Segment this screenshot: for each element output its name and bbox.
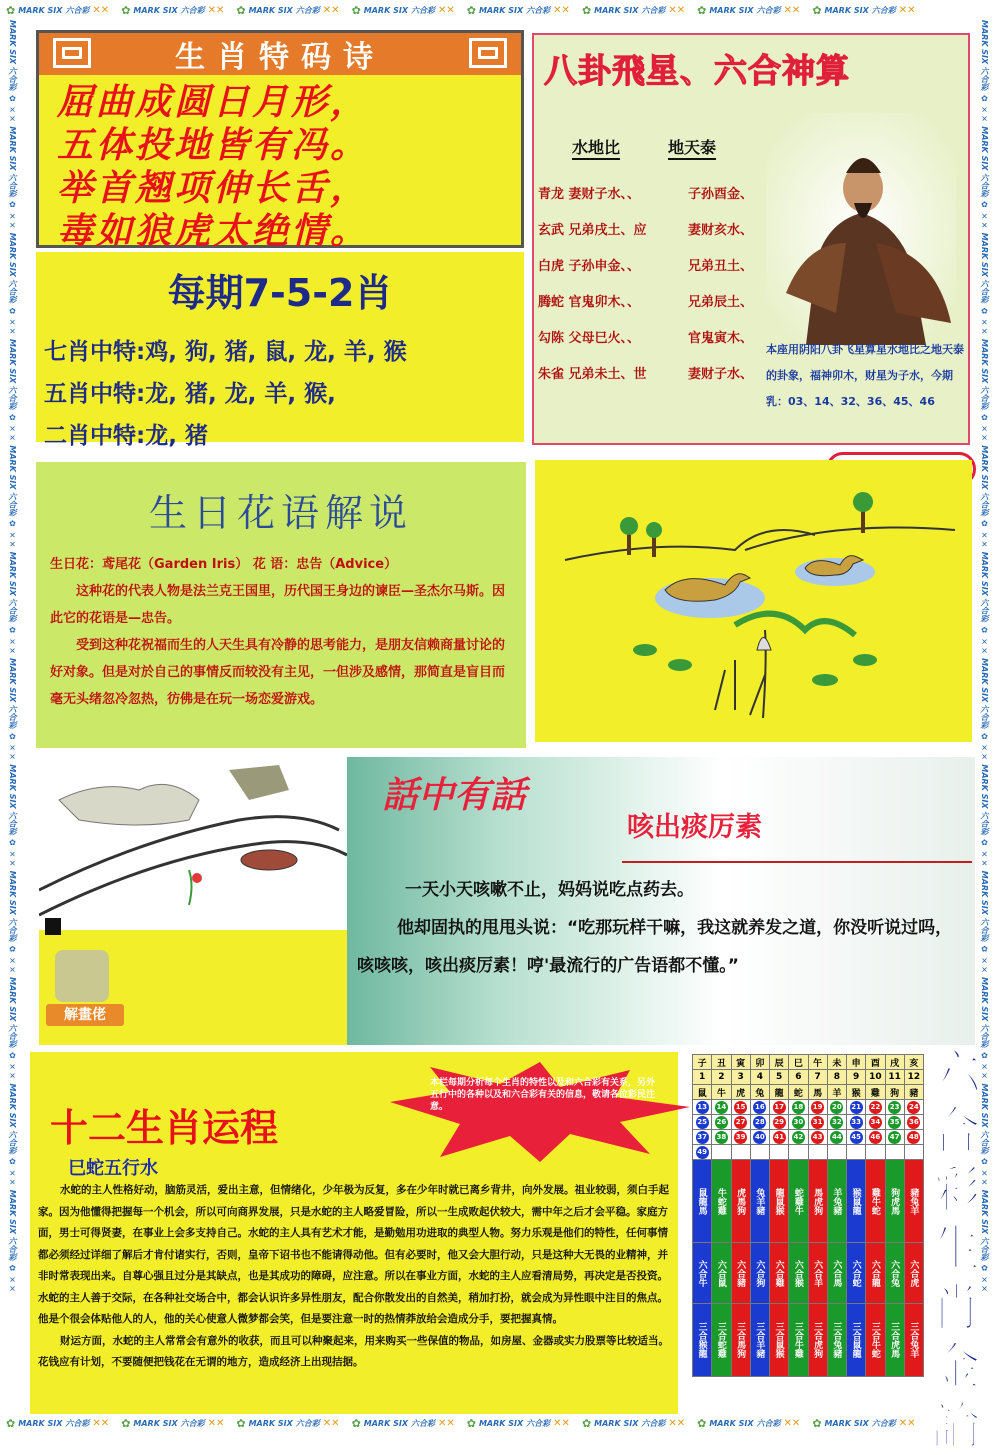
river-illustration [39, 760, 347, 1045]
bagua-row: 白虎 子孙申金、、 兄弟丑土、 [538, 259, 754, 274]
grid-cell: 三合牛雞 [789, 1304, 808, 1377]
burst-text: 本栏每期分析每个生肖的特性以及和六合彩有关系，另外五行中的各种以及和六合彩有关的信息，敬请各位彩民注意。 [430, 1078, 656, 1112]
grid-cell: 5 [770, 1070, 789, 1085]
grid-cell: 牛蛇雞 [712, 1160, 731, 1243]
grid-cell: 42 [789, 1130, 808, 1145]
grid-cell: 三合虎狗 [808, 1304, 827, 1377]
grid-cell [770, 1145, 789, 1160]
grid-row [693, 1243, 924, 1304]
grid-cell: 14 [712, 1100, 731, 1115]
grid-row [693, 1085, 924, 1100]
gold-title-char: 肖 [931, 1278, 981, 1337]
grid-cell: 三合羊豬 [750, 1304, 769, 1377]
bagua-row: 玄武 兄弟戌土、应 妻财亥水、 [538, 223, 754, 238]
grid-cell: 蛇 [789, 1085, 808, 1100]
zodiac-row: 二肖中特:龙, 猪 [44, 423, 208, 449]
grid-cell: 六合豬 [731, 1243, 750, 1304]
grid-cell: 33 [847, 1115, 866, 1130]
grid-cell: 三合兔羊 [904, 1304, 923, 1377]
grid-cell: 20 [827, 1100, 846, 1115]
brand-chunk: ✿ MARK SIX 六合彩 ✕✕ [236, 3, 340, 17]
bagua-row: 腾蛇 官鬼卯木、、 兄弟辰土、 [538, 295, 754, 310]
top-border [0, 0, 998, 20]
brand-vertical-text: MARK SIX 六合彩 ✿ ✕✕ MARK SIX 六合彩 ✿ ✕✕ MARK SIX 六合彩 ✿ ✕✕ MARK SIX 六合彩 ✿ ✕✕ MARK SIX 六合彩 ✿ ✕✕ MARK SIX 六合彩 ✿ ✕✕ MARK SIX 六合彩 ✿ ✕✕ MARK SIX 六合彩 ✿ ✕✕ MARK SIX 六合彩 ✿ ✕✕ MARK SIX 六合彩 ✿ ✕✕ MARK SIX 六合彩 ✿ ✕✕ MARK SIX 六合彩 ✿ ✕✕ [980, 20, 989, 1294]
grid-cell: 18 [789, 1100, 808, 1115]
grid-cell: 猴鼠龍 [847, 1160, 866, 1243]
grid-cell: 雞牛蛇 [866, 1160, 885, 1243]
grid-cell: 兔 [750, 1085, 769, 1100]
duck-illustration [535, 460, 972, 742]
grid-cell [808, 1145, 827, 1160]
zodiac-table [692, 1054, 924, 1377]
grid-cell: 三合鼠龍 [847, 1304, 866, 1377]
grid-cell: 31 [808, 1115, 827, 1130]
grid-cell: 15 [731, 1100, 750, 1115]
bagua-panel [532, 33, 970, 445]
grid-row [693, 1115, 924, 1130]
grid-cell: 三合兔豬 [827, 1304, 846, 1377]
grid-cell: 40 [750, 1130, 769, 1145]
grid-cell: 六合羊 [808, 1243, 827, 1304]
grid-cell: 狗虎馬 [885, 1160, 904, 1243]
flower-paragraph: 这种花的代表人物是法兰克王国里，历代国王身边的谏臣—圣杰尔马斯。因此它的花语是—忠告。 [50, 584, 506, 626]
brand-chunk: ✿ MARK SIX 六合彩 ✕✕ [697, 1416, 801, 1430]
grid-cell: 六合馬 [827, 1243, 846, 1304]
grid-cell: 1 [693, 1070, 712, 1085]
grid-cell: 牛 [712, 1085, 731, 1100]
grid-cell: 47 [885, 1130, 904, 1145]
grid-cell: 戌 [885, 1055, 904, 1070]
zodiac-title: 每期7-5-2肖 [167, 271, 393, 315]
fortune-paragraph: 水蛇的主人性格好动，脑筋灵活，爱出主意，但情绪化，少年极为反复，多在少年时就已离乡背井，向外发展。祖业较弱，须白手起家。因为他懂得把握每一个机会，所以可向商界发展，只是水蛇的主人略爱冒险，所以一生成败起伏较大，需中年之后才会平稳。家庭方面，男士可得贤妻，在事业上会多支持自己。水蛇的主人具有艺术才能，是勤勉用功进取的典型人物。努力乐观是他们的特性，任何事情都必须经过详细了解后才肯付诸实行，否则，皇帝下诏书也不能请得动他。但有必要时，他又会大胆行动，只是这种大无畏的业精神，并非时常表现出来。自尊心强且过分是其缺点，也是其成功的障碍，应注意。所以在事业方面，水蛇的主人应看清局势，再决定是否投资。水蛇的主人善于交际，在各种社交场合中，都会认识许多异性朋友，配合你散发出的自然美，稍加打扮，就会成为异性眼中注目的焦点。他是个很会体贴他人的人，他的关心使意人微梦都会笑，但是要注意一时的热情莽放给会造成分手，要把握真情。 [38, 1184, 669, 1325]
fortune-subtitle: 巳蛇五行水 [68, 1158, 158, 1179]
gold-title-char: 金 [931, 1337, 981, 1396]
grid-cell: 28 [750, 1115, 769, 1130]
grid-cell: 亥 [904, 1055, 923, 1070]
poem-panel [36, 30, 524, 252]
brand-chunk: ✿ MARK SIX 六合彩 ✕✕ [121, 3, 225, 17]
grid-cell: 10 [866, 1070, 885, 1085]
zodiac-panel [36, 252, 524, 449]
grid-cell: 酉 [866, 1055, 885, 1070]
grid-cell [866, 1145, 885, 1160]
brand-chunk: ✿ MARK SIX 六合彩 ✕✕ [581, 3, 686, 17]
grid-cell: 12 [904, 1070, 923, 1085]
grid-cell: 19 [808, 1100, 827, 1115]
grid-row [693, 1100, 924, 1115]
grid-cell: 龍 [770, 1085, 789, 1100]
grid-cell: 36 [904, 1115, 923, 1130]
grid-cell: 兔羊豬 [750, 1160, 769, 1243]
river-buffalo-image [39, 760, 347, 935]
bagua-note: 本座用阴阳八卦飞星算星水地比之地天泰的卦象，福神卯木，财星为子水，今期乳：03、14、32、36、45、46 [766, 343, 964, 408]
brand-chunk: ✿ MARK SIX 六合彩 ✕✕ [351, 1416, 455, 1430]
gold-title-char: 六 [931, 1042, 981, 1101]
grid-cell: 鼠龍馬 [693, 1160, 712, 1243]
grid-cell: 羊兔豬 [827, 1160, 846, 1243]
grid-cell: 虎 [731, 1085, 750, 1100]
divider [622, 861, 972, 863]
brand-chunk: ✿ MARK SIX 六合彩 ✕✕ [581, 1416, 686, 1430]
poem-title: 生肖特码诗 [175, 40, 385, 75]
grid-cell: 17 [770, 1100, 789, 1115]
flower-title: 生日花语解说 [148, 491, 413, 535]
grid-cell: 羊 [827, 1085, 846, 1100]
grid-cell: 三合猴龍 [693, 1304, 712, 1377]
grid-cell: 16 [750, 1100, 769, 1115]
brand-chunk: ✿ MARK SIX 六合彩 ✕✕ [6, 1416, 110, 1430]
grid-cell: 寅 [731, 1055, 750, 1070]
fortune-paragraph: 财运方面，水蛇的主人常常会有意外的收获，而且可以种聚起来，用来购买一些保值的物品，如房屋、金器或实力股票等比较适当。花钱应有计划，不要随便把钱花在无谓的地方，造成经济上出现拮据。 [38, 1334, 669, 1368]
fortune-title: 十二生肖运程 [50, 1105, 279, 1150]
bagua-title: 八卦飛星、六合神算 [544, 51, 850, 90]
grid-cell: 馬虎狗 [808, 1160, 827, 1243]
explain-button[interactable]: 解畫佬 [46, 1004, 124, 1026]
grid-cell: 豬兔羊 [904, 1160, 923, 1243]
grid-cell: 29 [770, 1115, 789, 1130]
joke-panel [347, 757, 975, 1045]
grid-cell: 23 [885, 1100, 904, 1115]
ducks-pond-image [535, 460, 972, 742]
fortune-body [38, 1180, 678, 1374]
flower-paragraph: 受到这种花祝福而生的人天生具有冷静的思考能力，是朋友信赖商量讨论的好对象。但是对於自己的事情反而较没有主见，一但涉及感情，那简直是盲目而毫无头绪忽冷忽热，彷佛是在玩一场恋爱游戏。 [50, 638, 506, 707]
painter-icon [55, 950, 109, 1002]
grid-cell [904, 1145, 923, 1160]
gold-title [926, 1042, 986, 1455]
grid-cell: 巳 [789, 1055, 808, 1070]
grid-row [693, 1304, 924, 1377]
grid-row [693, 1145, 924, 1160]
grid-cell: 8 [827, 1070, 846, 1085]
frame-icon [53, 38, 91, 68]
grid-cell: 48 [904, 1130, 923, 1145]
grid-cell: 30 [789, 1115, 808, 1130]
grid-cell: 午 [808, 1055, 827, 1070]
grid-cell: 丑 [712, 1055, 731, 1070]
left-border [0, 20, 26, 1413]
grid-cell: 六合兔 [885, 1243, 904, 1304]
brand-chunk: ✿ MARK SIX 六合彩 ✕✕ [812, 3, 916, 17]
grid-cell: 49 [693, 1145, 712, 1160]
brand-chunk: ✿ MARK SIX 六合彩 ✕✕ [812, 1416, 916, 1430]
grid-cell [885, 1145, 904, 1160]
grid-cell: 辰 [770, 1055, 789, 1070]
grid-cell: 43 [808, 1130, 827, 1145]
grid-cell: 六合雞 [770, 1243, 789, 1304]
grid-cell: 六合猴 [789, 1243, 808, 1304]
grid-cell: 44 [827, 1130, 846, 1145]
grid-cell [789, 1145, 808, 1160]
grid-cell: 22 [866, 1100, 885, 1115]
grid-cell: 猴 [847, 1085, 866, 1100]
bagua-row: 朱雀 兄弟未土、世 妻财子水、 [538, 367, 754, 382]
grid-row [693, 1070, 924, 1085]
bagua-row: 勾陈 父母巳火、、 官鬼寅木、 [538, 331, 754, 346]
grid-row [693, 1055, 924, 1070]
poem-line: 毒如狼虎太绝情。 [57, 210, 370, 252]
brand-chunk: ✿ MARK SIX 六合彩 ✕✕ [121, 1416, 225, 1430]
joke-paragraph: 一天小天咳嗽不止，妈妈说吃点药去。 [405, 880, 694, 900]
grid-cell: 45 [847, 1130, 866, 1145]
grid-cell [712, 1145, 731, 1160]
grid-cell: 27 [731, 1115, 750, 1130]
bagua-row: 青龙 妻财子水、、 子孙酉金、 [538, 187, 754, 202]
grid-cell: 38 [712, 1130, 731, 1145]
fortune-panel [30, 1052, 678, 1414]
grid-cell: 狗 [885, 1085, 904, 1100]
hexagram-left: 水地比 [572, 135, 620, 160]
grid-cell: 41 [770, 1130, 789, 1145]
grid-cell: 4 [750, 1070, 769, 1085]
grid-cell: 6 [789, 1070, 808, 1085]
grid-cell: 25 [693, 1115, 712, 1130]
brand-chunk: ✿ MARK SIX 六合彩 ✕✕ [466, 1416, 570, 1430]
grid-cell [750, 1145, 769, 1160]
gold-title-char: 生 [931, 1219, 981, 1278]
grid-cell: 六合虎 [904, 1243, 923, 1304]
frame-icon [469, 38, 507, 68]
zodiac-row: 七肖中特:鸡, 狗, 猪, 鼠, 龙, 羊, 猴 [44, 339, 407, 365]
brand-vertical-text: MARK SIX 六合彩 ✿ ✕✕ MARK SIX 六合彩 ✿ ✕✕ MARK SIX 六合彩 ✿ ✕✕ MARK SIX 六合彩 ✿ ✕✕ MARK SIX 六合彩 ✿ ✕✕ MARK SIX 六合彩 ✿ ✕✕ MARK SIX 六合彩 ✿ ✕✕ MARK SIX 六合彩 ✿ ✕✕ MARK SIX 六合彩 ✿ ✕✕ MARK SIX 六合彩 ✿ ✕✕ MARK SIX 六合彩 ✿ ✕✕ MARK SIX 六合彩 ✿ ✕✕ [8, 20, 17, 1294]
grid-cell: 46 [866, 1130, 885, 1145]
grid-cell: 11 [885, 1070, 904, 1085]
grid-cell: 卯 [750, 1055, 769, 1070]
grid-cell: 21 [847, 1100, 866, 1115]
flower-intro: 生日花：鸢尾花（Garden Iris） 花 语：忠告（Advice） [50, 557, 398, 572]
grid-cell: 馬 [808, 1085, 827, 1100]
joke-paragraph: 他却固执的甩甩头说：“吃那玩样干嘛，我这就养发之道，你没听说过吗，咳咳咳，咳出痰厉素！哼'最流行的广告语都不懂。” [357, 918, 953, 976]
hexagram-right: 地天泰 [668, 135, 716, 160]
grid-cell: 三合蛇雞 [712, 1304, 731, 1377]
bottom-border [0, 1413, 998, 1433]
grid-cell: 39 [731, 1130, 750, 1145]
grid-cell: 豬 [904, 1085, 923, 1100]
grid-cell: 虎馬狗 [731, 1160, 750, 1243]
grid-cell: 未 [827, 1055, 846, 1070]
grid-cell: 9 [847, 1070, 866, 1085]
grid-cell: 3 [731, 1070, 750, 1085]
joke-title: 話中有話 [382, 774, 527, 816]
zodiac-row: 五肖中特:龙, 猪, 龙, 羊, 猴, [44, 381, 336, 407]
joke-subtitle: 咳出痰厉素 [627, 812, 762, 843]
grid-cell [827, 1145, 846, 1160]
grid-cell: 六合龍 [866, 1243, 885, 1304]
grid-row [693, 1130, 924, 1145]
poem-line: 五体投地皆有冯。 [57, 124, 370, 166]
grid-cell: 37 [693, 1130, 712, 1145]
poem-line: 屈曲成圆日月形， [57, 81, 370, 123]
grid-cell: 32 [827, 1115, 846, 1130]
grid-cell: 三合馬狗 [731, 1304, 750, 1377]
brand-chunk: ✿ MARK SIX 六合彩 ✕✕ [697, 3, 801, 17]
grid-cell: 26 [712, 1115, 731, 1130]
grid-cell: 雞 [866, 1085, 885, 1100]
zodiac-grid [692, 1054, 924, 1410]
grid-cell: 7 [808, 1070, 827, 1085]
grid-cell: 13 [693, 1100, 712, 1115]
flower-panel [36, 462, 526, 748]
gold-title-char: 論 [931, 1396, 981, 1455]
poem-header [39, 33, 521, 75]
grid-cell: 六合鼠 [712, 1243, 731, 1304]
grid-cell: 三合牛蛇 [866, 1304, 885, 1377]
grid-cell [731, 1145, 750, 1160]
grid-cell: 鼠 [693, 1085, 712, 1100]
grid-cell: 六合蛇 [847, 1243, 866, 1304]
grid-row [693, 1160, 924, 1243]
grid-cell: 申 [847, 1055, 866, 1070]
poem-line: 举首翘项伸长舌， [57, 167, 370, 209]
bagua-rows [538, 183, 753, 399]
sage-figure-image [766, 113, 956, 345]
brand-chunk: ✿ MARK SIX 六合彩 ✕✕ [6, 3, 110, 17]
gold-title-char: 彩 [931, 1160, 981, 1219]
grid-cell: 三合鼠猴 [770, 1304, 789, 1377]
grid-cell: 六合狗 [750, 1243, 769, 1304]
brand-chunk: ✿ MARK SIX 六合彩 ✕✕ [236, 1416, 340, 1430]
grid-cell: 34 [866, 1115, 885, 1130]
grid-cell: 蛇雞牛 [789, 1160, 808, 1243]
grid-cell [847, 1145, 866, 1160]
grid-cell: 三合虎馬 [885, 1304, 904, 1377]
grid-cell: 35 [885, 1115, 904, 1130]
grid-cell: 子 [693, 1055, 712, 1070]
grid-cell: 2 [712, 1070, 731, 1085]
gold-title-char: 合 [931, 1101, 981, 1160]
brand-chunk: ✿ MARK SIX 六合彩 ✕✕ [351, 3, 455, 17]
grid-cell: 龍鼠猴 [770, 1160, 789, 1243]
grid-cell: 六合牛 [693, 1243, 712, 1304]
grid-cell: 24 [904, 1100, 923, 1115]
brand-chunk: ✿ MARK SIX 六合彩 ✕✕ [466, 3, 570, 17]
